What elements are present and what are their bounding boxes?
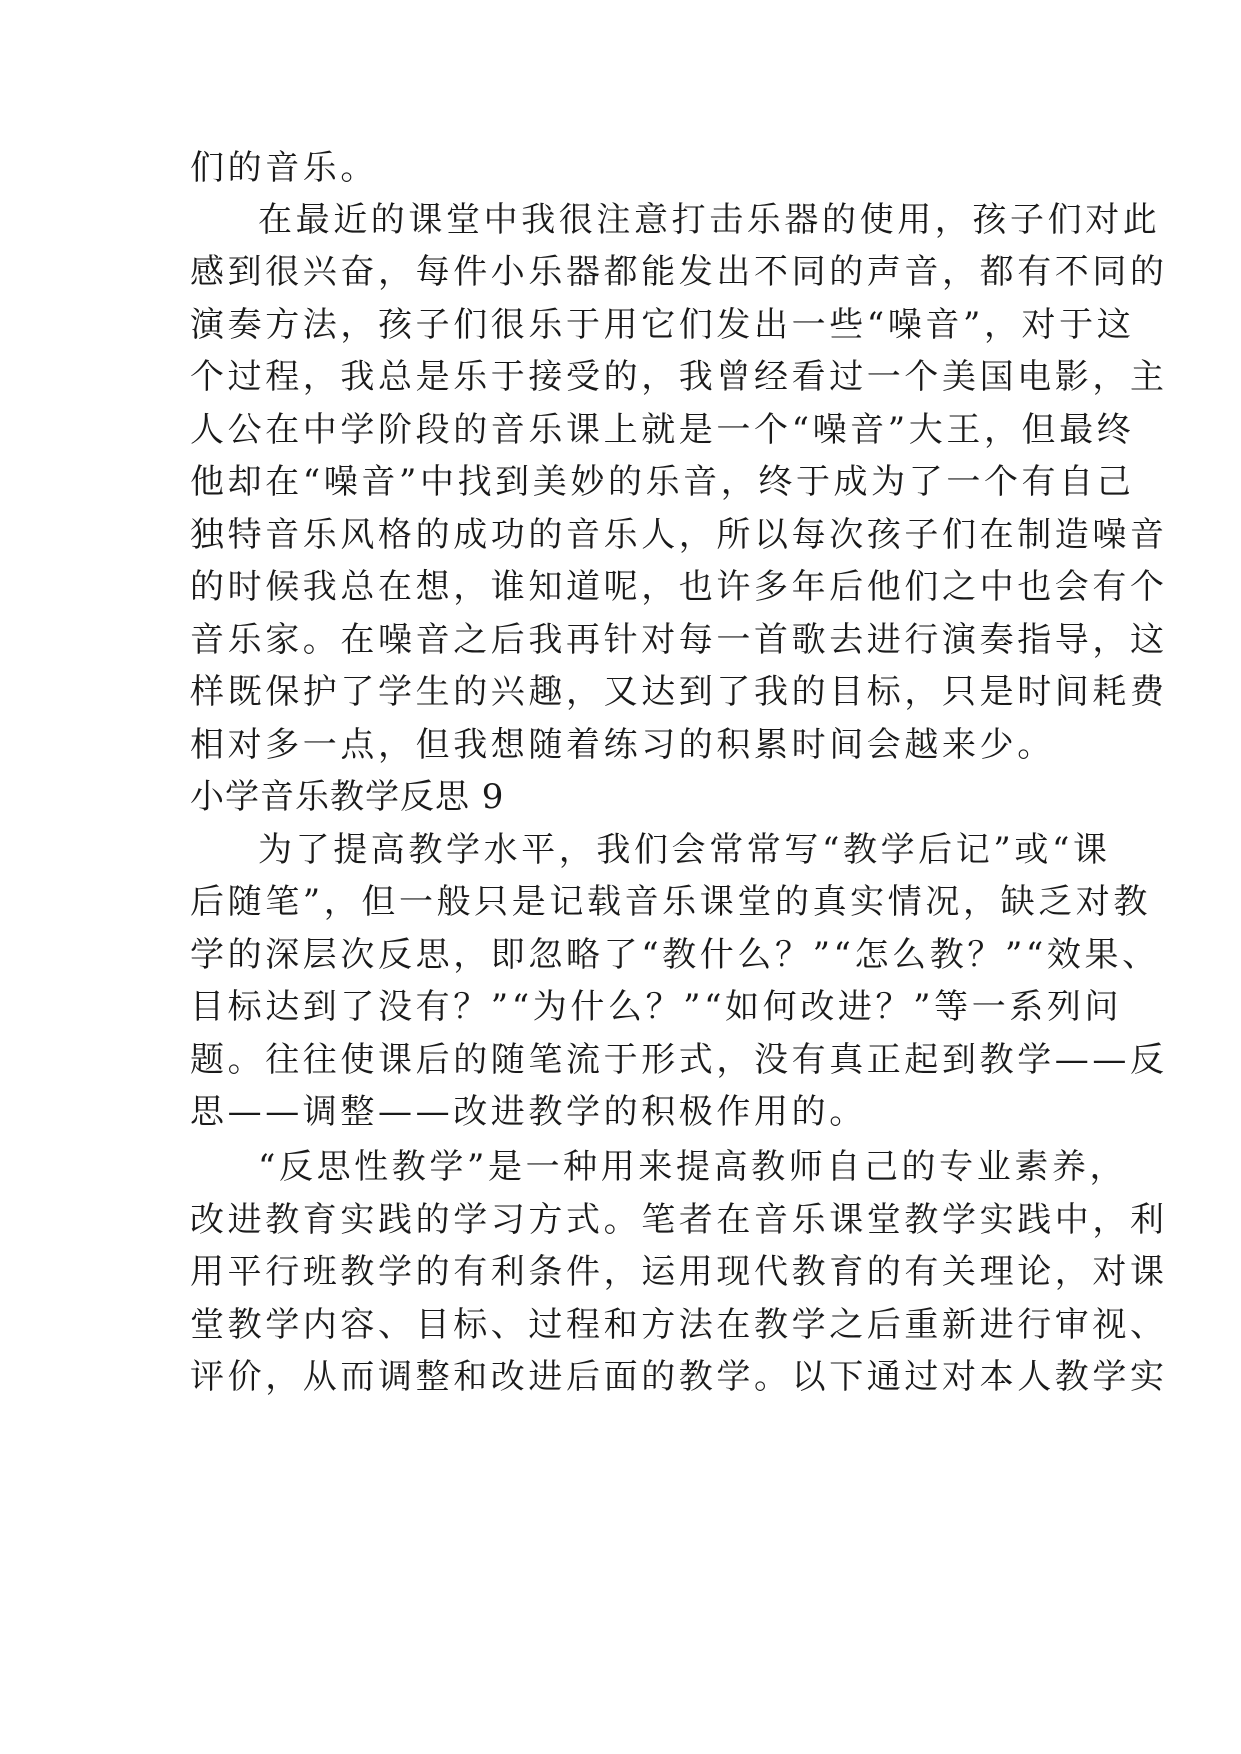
text-line: 的时候我总在想，谁知道呢，也许多年后他们之中也会有个	[190, 567, 1168, 607]
text-line: 堂教学内容、目标、过程和方法在教学之后重新进行审视、	[190, 1305, 1168, 1345]
text-line: 相对多一点，但我想随着练习的积累时间会越来少。	[190, 725, 1055, 765]
text-line: 独特音乐风格的成功的音乐人，所以每次孩子们在制造噪音	[190, 515, 1168, 555]
text-line: 人公在中学阶段的音乐课上就是一个“噪音”大王，但最终	[190, 410, 1135, 450]
text-line: 思——调整——改进教学的积极作用的。	[190, 1092, 867, 1132]
text-line: 样既保护了学生的兴趣，又达到了我的目标，只是时间耗费	[190, 672, 1168, 712]
text-line: 个过程，我总是乐于接受的，我曾经看过一个美国电影，主	[190, 357, 1168, 397]
paragraph-first-line: “反思性教学”是一种用来提高教师自己的专业素养，	[258, 1147, 1128, 1187]
paragraph-first-line: 为了提高教学水平，我们会常常写“教学后记”或“课	[258, 830, 1111, 870]
text-line: 后随笔”，但一般只是记载音乐课堂的真实情况，缺乏对教	[190, 882, 1151, 922]
text-line: 感到很兴奋，每件小乐器都能发出不同的声音，都有不同的	[190, 252, 1168, 292]
text-line: 用平行班教学的有利条件，运用现代教育的有关理论，对课	[190, 1252, 1168, 1292]
text-line: 改进教育实践的学习方式。笔者在音乐课堂教学实践中，利	[190, 1200, 1168, 1240]
text-line: 学的深层次反思，即忽略了“教什么？”“怎么教？”“效果、	[190, 935, 1160, 975]
text-line: 评价，从而调整和改进后面的教学。以下通过对本人教学实	[190, 1357, 1168, 1397]
section-heading: 小学音乐教学反思 9	[190, 777, 505, 817]
text-line: 们的音乐。	[190, 148, 378, 188]
text-line: 他却在“噪音”中找到美妙的乐音，终于成为了一个有自己	[190, 462, 1135, 502]
text-line: 音乐家。在噪音之后我再针对每一首歌去进行演奏指导，这	[190, 620, 1168, 660]
text-line: 题。往往使课后的随笔流于形式，没有真正起到教学——反	[190, 1040, 1168, 1080]
text-line: 目标达到了没有？”“为什么？”“如何改进？”等一系列问	[190, 987, 1123, 1027]
paragraph-first-line: 在最近的课堂中我很注意打击乐器的使用，孩子们对此	[258, 200, 1161, 240]
text-line: 演奏方法，孩子们很乐于用它们发出一些“噪音”，对于这	[190, 305, 1135, 345]
